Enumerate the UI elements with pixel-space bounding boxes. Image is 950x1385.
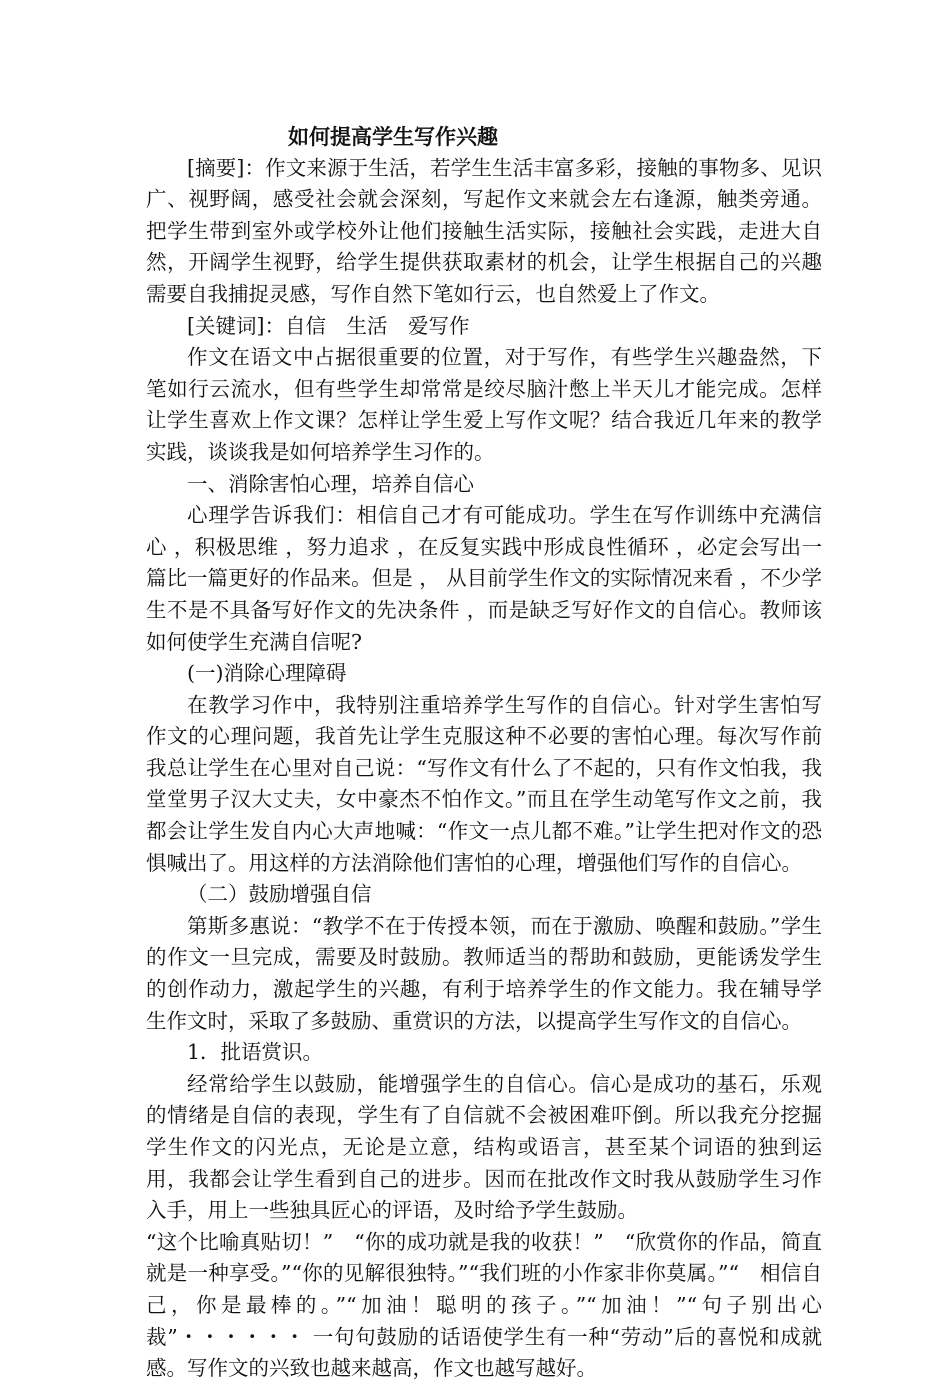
abstract-paragraph: [摘要]：作文来源于生活，若学生生活丰富多彩，接触的事物多、见识广、视野阔，感受社会就会深刻，写起作文来就会左右逢源，触类旁通。把学生带到室外或学校外让他们接触生活实际，接触社会实践，走进大自然，开阔学生视野，给学生提供获取素材的机会，让学生根据自己的兴趣需要自我捕捉灵感，写作自然下笔如行云，也自然爱上了作文。 bbox=[146, 155, 822, 306]
subsection-heading-2: （二）鼓励增强自信 bbox=[187, 882, 372, 907]
subsection-2-paragraph: 第斯多惠说：“教学不在于传授本领，而在于激励、唤醒和鼓励。”学生的作文一旦完成，需要及时鼓励。教师适当的帮助和鼓励，更能诱发学生的创作动力，激起学生的兴趣，有利于培养学生的作文能力。我在辅导学生作文时，采取了多鼓励、重赏识的方法，以提高学生写作文的自信心。 bbox=[146, 913, 822, 1033]
section-heading-1: 一、消除害怕心理，培养自信心 bbox=[187, 471, 474, 496]
intro-paragraph: 作文在语文中占据很重要的位置，对于写作，有些学生兴趣盎然，下笔如行云流水，但有些学生却常常是绞尽脑汁憋上半天儿才能完成。怎样让学生喜欢上作文课？怎样让学生爱上写作文呢？结合我近几年来的教学实践，谈谈我是如何培养学生习作的。 bbox=[146, 345, 822, 464]
subsection-1-paragraph: 在教学习作中，我特别注重培养学生写作的自信心。针对学生害怕写作文的心理问题，我首先让学生克服这种不必要的害怕心理。每次写作前我总让学生在心里对自己说：“写作文有什么了不起的，只有作文怕我，我堂堂男子汉大丈夫，女中豪杰不怕作文。”而且在学生动笔写作文之前，我都会让学生发自内心大声地喊：“作文一点儿都不难。”让学生把对作文的恐惧喊出了。用这样的方法消除他们害怕的心理，增强他们写作的自信心。 bbox=[146, 692, 822, 875]
document-body bbox=[146, 121, 822, 1385]
item-heading-1: 1．批语赏识。 bbox=[187, 1040, 324, 1065]
keywords-line: [关键词]：自信 生活 爱写作 bbox=[187, 313, 470, 338]
subsection-heading-1: (一)消除心理障碍 bbox=[187, 661, 347, 686]
quotes-paragraph: “这个比喻真贴切！” “你的成功就是我的收获！” “欣赏你的作品，简直就是一种享受。”“你的见解很独特。”“我们班的小作家非你莫属。”“ 相信自己，你是最棒的。”“加油！聪明的孩子。”“加油！”“句子别出心裁”・・・・・・ 一句句鼓励的话语使学生有一种“劳动”后的喜悦和成就感。写作文的兴致也越来越高，作文也越写越好。 bbox=[146, 1229, 822, 1381]
item-1-paragraph: 经常给学生以鼓励，能增强学生的自信心。信心是成功的基石，乐观的情绪是自信的表现，学生有了自信就不会被困难吓倒。所以我充分挖掘学生作文的闪光点，无论是立意，结构或语言，甚至某个词语的独到运用，我都会让学生看到自己的进步。因而在批改作文时我从鼓励学生习作入手，用上一些独具匠心的评语，及时给予学生鼓励。 bbox=[146, 1071, 822, 1223]
document-title: 如何提高学生写作兴趣 bbox=[288, 124, 498, 149]
section-1-paragraph: 心理学告诉我们：相信自己才有可能成功。学生在写作训练中充满信心 ，积极思维 ，努力追求 ，在反复实践中形成良性循环 ，必定会写出一篇比一篇更好的作品来。但是 ， 从目前学生作文的实际情况来看 ，不少学生不是不具备写好作文的先决条件 ，而是缺乏写好作文的自信心。教师该如何使学生充满自信呢? bbox=[146, 503, 822, 654]
